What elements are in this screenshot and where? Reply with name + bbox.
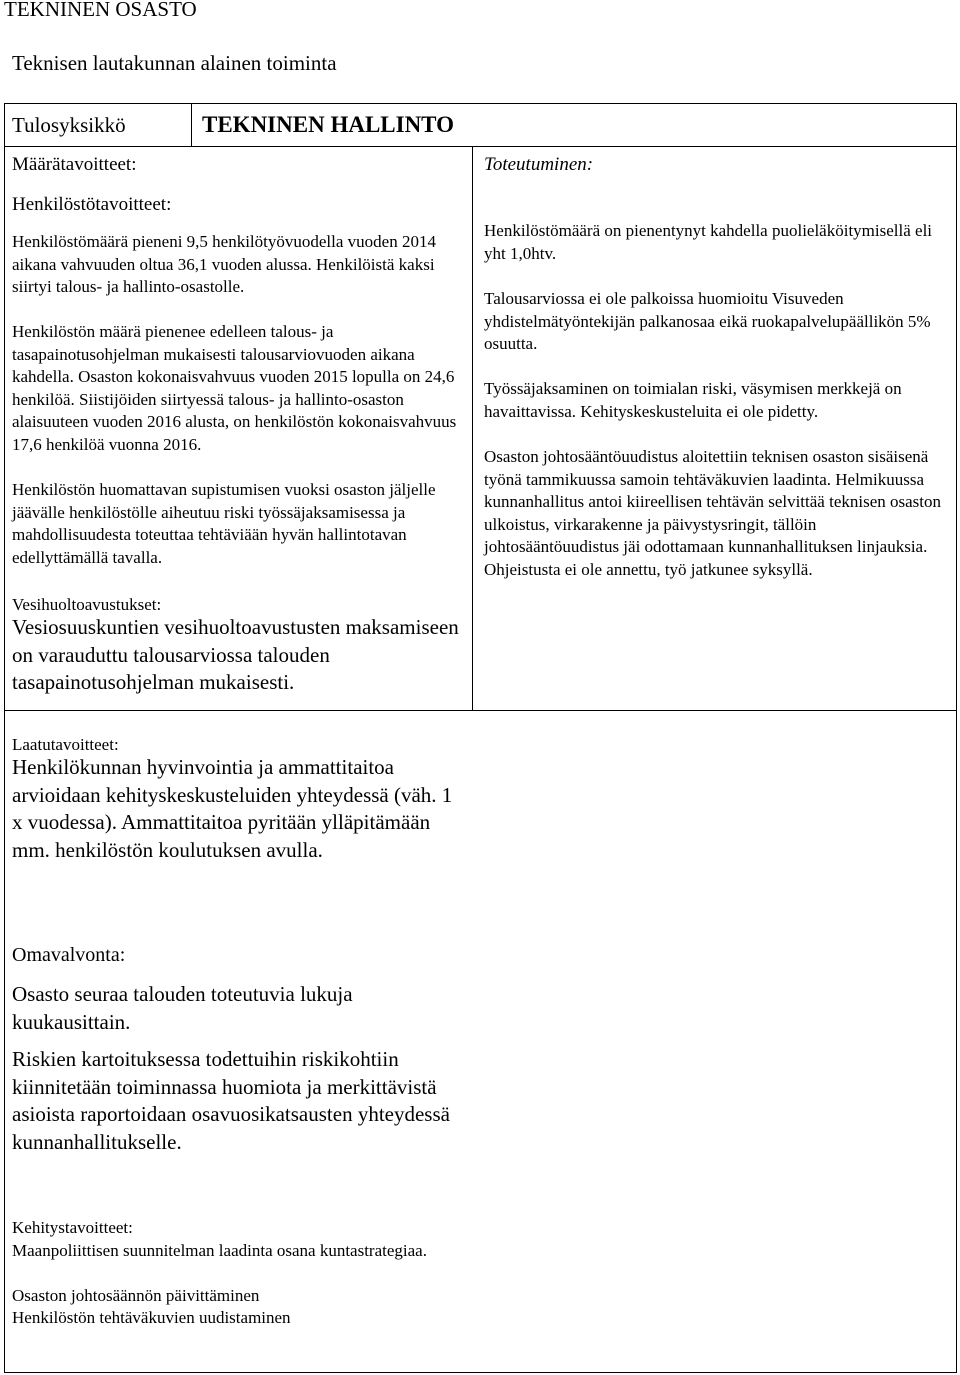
staff-paragraph: Henkilöstön määrä pienenee edelleen talous- ja tasapainotusohjelman mukaisesti talousarviovuoden aikana kahdella. Osaston kokonaisvahvuus vuoden 2015 lopulla on 24,6 henkilöä. Siistijöiden siirtyessä talous- ja hallinto-osaston alaisuuteen vuoden 2016 alusta, on henkilöstön kokonaisvahvuus 17,6 henkilöä vuonna 2016.: [12, 322, 457, 454]
targets-label: Määrätavoitteet:: [12, 154, 137, 175]
development-item: Osaston johtosäännön päivittäminen: [12, 1286, 260, 1305]
unit-name: TEKNINEN HALLINTO: [202, 112, 455, 137]
department-subtitle: Teknisen lautakunnan alainen toiminta: [12, 51, 337, 75]
realization-paragraph: Henkilöstömäärä on pienentynyt kahdella puolieläköitymisellä eli yht 1,0htv.: [484, 221, 933, 263]
table-divider: [4, 710, 957, 711]
realization-paragraph: Osaston johtosääntöuudistus aloitettiin teknisen osaston sisäisenä työnä tammikuussa samoin tehtäväkuvien laadinta. Helmikuussa kunnanhallitus antoi kiireellisen tehtävän selvittää teknisen osaston ulkoistus, virkarakenne ja päivystysringit, tällöin johtosääntöuudistus jäi odottamaan kunnanhallituksen linjauksia. Ohjeistusta ei ole annettu, työ jatkunee syksyllä.: [484, 447, 941, 579]
table-divider: [191, 103, 192, 147]
realization-paragraph: Talousarviossa ei ole palkoissa huomioitu Visuveden yhdistelmätyöntekijän palkanosaa eikä ruokapalvelupäällikön 5% osuutta.: [484, 289, 931, 353]
table-divider: [4, 146, 957, 147]
self-monitoring-paragraph: Riskien kartoituksessa todettuihin riskikohtiin kiinnitetään toiminnassa huomiota ja merkittävistä asioista raportoidaan osavuosikatsausten yhteydessä kunnanhallitukselle.: [12, 1047, 450, 1154]
development-item: Henkilöstön tehtäväkuvien uudistaminen: [12, 1308, 291, 1327]
quality-targets-text: Henkilökunnan hyvinvointia ja ammattitaitoa arvioidaan kehityskeskusteluiden yhteydessä (väh. 1 x vuodessa). Ammattitaitoa pyritään ylläpitämään mm. henkilöstön koulutuksen avulla.: [12, 755, 453, 862]
staff-paragraph: Henkilöstömäärä pieneni 9,5 henkilötyövuodella vuoden 2014 aikana vahvuuden oltua 36,1 vuoden alussa. Henkilöistä kaksi siirtyi talous- ja hallinto-osastolle.: [12, 232, 436, 296]
development-item: Maanpoliittisen suunnitelman laadinta osana kuntastrategiaa.: [12, 1241, 427, 1260]
table-divider: [472, 146, 473, 711]
unit-label: Tulosyksikkö: [12, 113, 126, 137]
realization-label: Toteutuminen:: [484, 154, 594, 175]
development-targets-label: Kehitystavoitteet:: [12, 1218, 133, 1237]
quality-targets-label: Laatutavoitteet:: [12, 735, 119, 754]
self-monitoring-label: Omavalvonta:: [12, 944, 126, 966]
department-heading: TEKNINEN OSASTO: [4, 0, 197, 21]
water-subsidies-label: Vesihuoltoavustukset:: [12, 595, 162, 614]
self-monitoring-paragraph: Osasto seuraa talouden toteutuvia lukuja kuukausittain.: [12, 982, 353, 1034]
staff-paragraph: Henkilöstön huomattavan supistumisen vuoksi osaston jäljelle jäävälle henkilöstölle aiheutuu riski työssäjaksamisessa ja mahdollisuudesta toteuttaa tehtäviään hyvän hallintotavan edellyttämällä tavalla.: [12, 480, 436, 567]
staff-targets-label: Henkilöstötavoitteet:: [12, 194, 172, 215]
water-subsidies-text: Vesiosuuskuntien vesihuoltoavustusten maksamiseen on varauduttu talousarviossa talouden tasapainotusohjelman mukaisesti.: [12, 615, 459, 694]
realization-paragraph: Työssäjaksaminen on toimialan riski, väsymisen merkkejä on havaittavissa. Kehityskeskusteluita ei ole pidetty.: [484, 379, 902, 421]
